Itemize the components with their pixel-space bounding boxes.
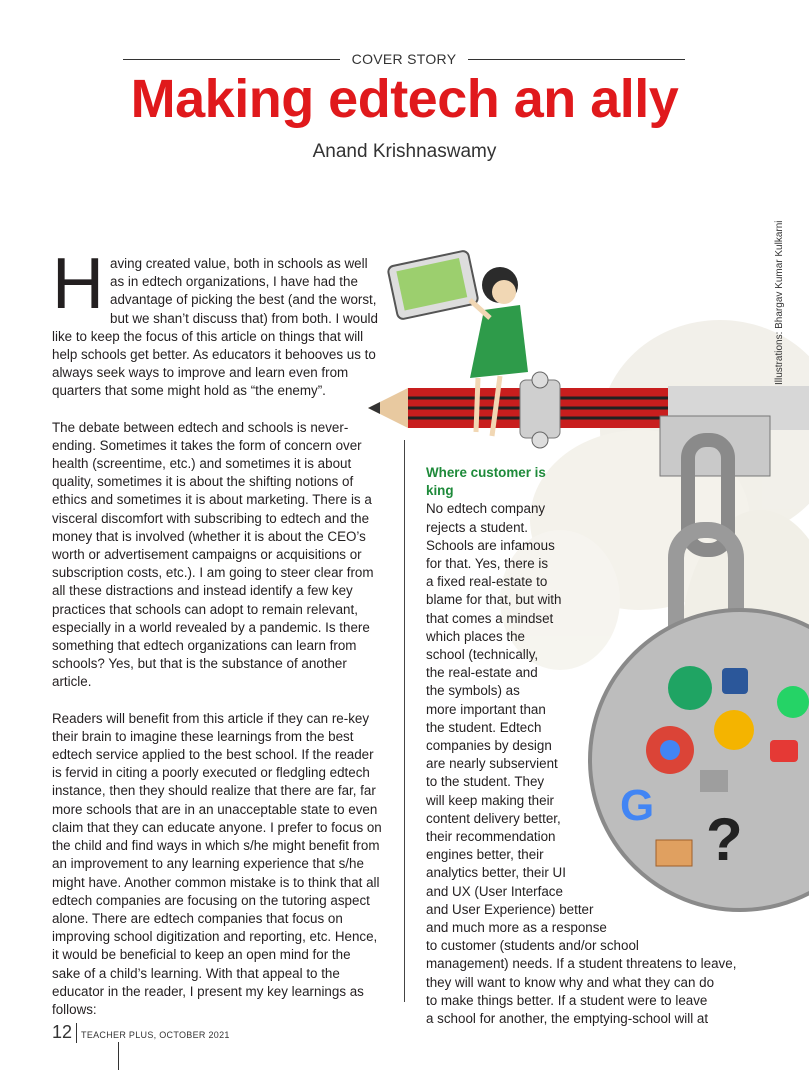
paragraph-2: The debate between edtech and schools is never-ending. Sometimes it takes the form of concern over health (screentime, etc.) and sometimes it is about quality, sometimes it is about the shifting notions of ethics and sometimes it is about marketing. There is a visceral discomfort with subscribing to edtech and the money that is involved (whether it is about the CEO’s worth or advertisement campaigns or acquisitions or subscription costs, etc.). I am going to steer clear from all these distractions and instead identify a few key practices that schools can adopt to remain relevant, especially in a world revealed by a pandemic. Is there something that edtech organizations can learn from schools? Yes, but that is the substance of another article.	[52, 419, 374, 690]
body-line: that comes a mindset	[426, 610, 554, 626]
body-line: the symbols) as	[426, 683, 520, 699]
paragraph-1	[52, 244, 382, 401]
body-line: and User Experience) better	[426, 901, 594, 917]
body-line: and much more as a response	[426, 920, 607, 936]
body-line: a fixed real-estate to	[426, 574, 548, 590]
body-line: blame for that, but with	[426, 592, 562, 608]
body-line: will keep making their	[426, 792, 555, 808]
magazine-issue: TEACHER PLUS, OCTOBER 2021	[81, 1029, 230, 1040]
column-divider	[404, 440, 405, 1002]
body-line: No edtech company	[426, 501, 546, 517]
kicker-row	[123, 49, 685, 69]
kicker-rule-right	[468, 59, 685, 60]
kicker: COVER STORY	[351, 51, 457, 67]
svg-text:?: ?	[706, 806, 743, 873]
body-line: which places the	[426, 628, 525, 644]
author-byline: Anand Krishnaswamy	[312, 141, 497, 162]
body-line: school (technically,	[426, 647, 539, 663]
page-number: 12	[52, 1022, 73, 1042]
body-line: the real-estate and	[426, 665, 538, 681]
body-line: companies by design	[426, 738, 552, 754]
body-line: for that. Yes, there is	[426, 556, 549, 572]
page-footer	[52, 1022, 230, 1043]
paragraph-1-text: aving created value, both in schools as well as in edtech organizations, I have had the advantage of picking the best (and the worst, but we shan’t discuss that) from both. I would like to keep the focus of this article on things that will help schools get better. As educators it behooves us to always seek ways to improve and learn even from quarters that some might hold as “the enemy”.	[52, 256, 378, 399]
body-line: a school for another, the emptying-school will at	[426, 1011, 709, 1027]
body-line: to make things better. If a student were to leave	[426, 992, 708, 1008]
drop-cap: H	[52, 244, 104, 324]
section-body	[426, 500, 744, 1028]
illustration-credit: Illustrations: Bhargav Kumar Kulkarni	[774, 220, 785, 385]
subhead-line: Where customer is	[426, 465, 546, 480]
svg-text:G: G	[620, 781, 655, 830]
article-title: Making edtech an ally	[130, 69, 679, 129]
body-line: Schools are infamous	[426, 537, 555, 553]
body-line: content delivery better,	[426, 810, 561, 826]
right-column	[426, 464, 744, 1028]
footer-divider	[76, 1023, 77, 1043]
body-line: the student. Edtech	[426, 719, 542, 735]
body-line: engines better, their	[426, 847, 544, 863]
body-line: to customer (students and/or school	[426, 938, 639, 954]
body-line: to the student. They	[426, 774, 545, 790]
body-line: analytics better, their UI	[426, 865, 566, 881]
body-line: more important than	[426, 701, 546, 717]
body-line: they will want to know why and what they can do	[426, 974, 715, 990]
body-line: rejects a student.	[426, 519, 528, 535]
subhead-line: king	[426, 483, 454, 499]
paragraph-3: Readers will benefit from this article if they can re-key their brain to imagine these learnings from the best edtech service applied to the best school. If the reader is fervid in citing a poorly executed or fledgling edtech instance, then they should realize that there are far, far more schools that are in an unacceptable state to even claim that they can educate anyone. I prefer to focus on the child and find ways in which s/he might benefit from an improvement to any learning experience that s/he might have. Another common mistake is to think that all edtech companies are focusing on the tutoring aspect alone. There are edtech companies that focus on improving school digitization and reporting, etc. Hence, it would be beneficial to keep an open mind for the sake of a child’s learning. With that appeal to the educator in the reader, I present my key learnings as follows:	[52, 710, 382, 1017]
body-line: their recommendation	[426, 829, 556, 845]
section-subhead	[426, 464, 744, 500]
body-line: are nearly subservient	[426, 756, 558, 772]
left-column	[52, 244, 382, 1037]
body-line: and UX (User Interface	[426, 883, 563, 899]
body-line: management) needs. If a student threatens to leave,	[426, 956, 737, 972]
footer-rule	[118, 1042, 119, 1070]
kicker-rule-left	[123, 59, 340, 60]
